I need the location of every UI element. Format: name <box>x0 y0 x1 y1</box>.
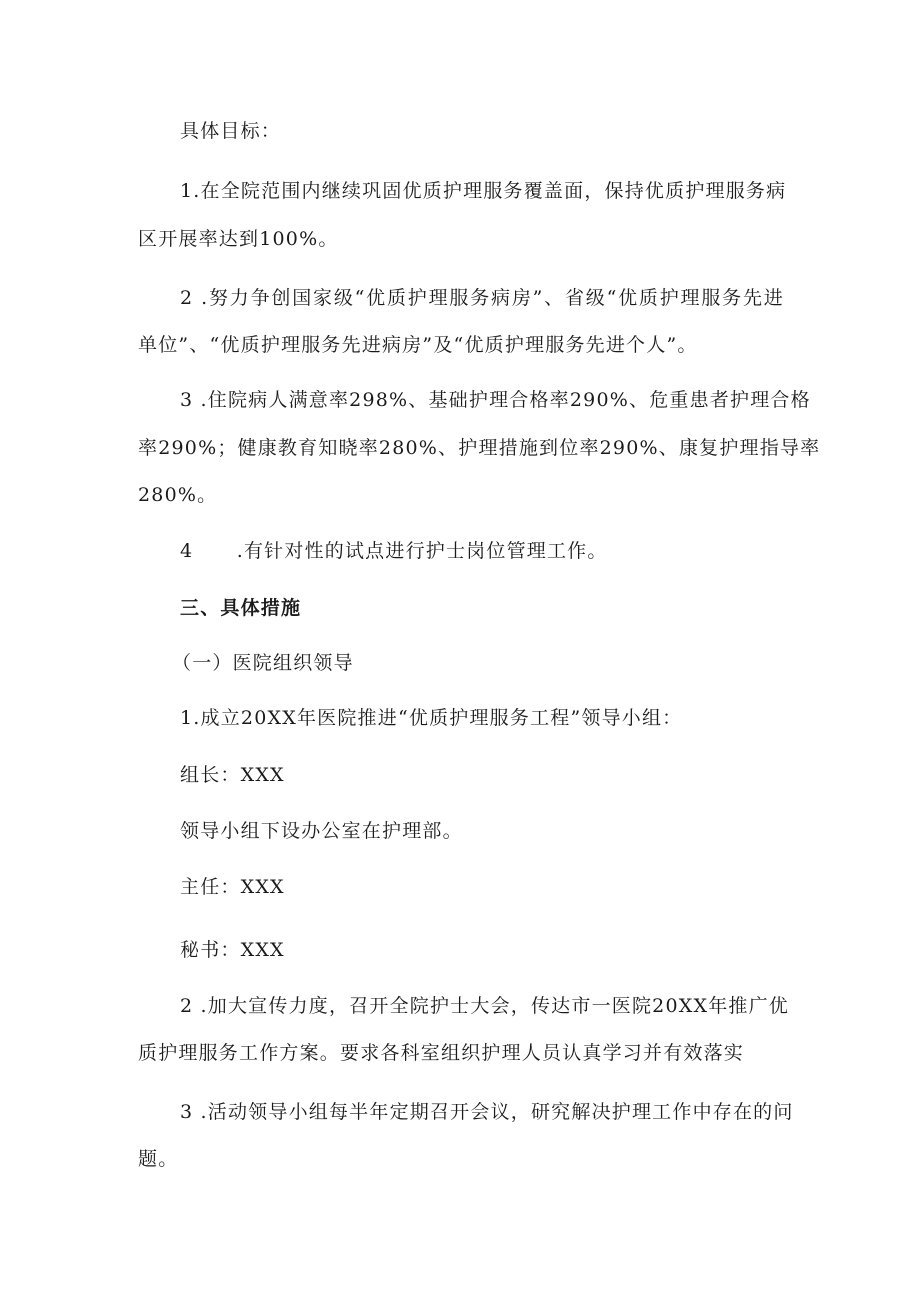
goal-4-line: 4 .有针对性的试点进行护士岗位管理工作。 <box>180 540 608 562</box>
goal-1-line-1: 1.在全院范围内继续巩固优质护理服务覆盖面，保持优质护理服务病 <box>180 180 787 202</box>
goal-2-line-1: 2 .努力争创国家级“优质护理服务病房”、省级“优质护理服务先进 <box>180 287 784 309</box>
measure-1-line: 1.成立20XX年医院推进“优质护理服务工程”领导小组： <box>180 707 683 729</box>
director-line: 主任：XXX <box>180 876 285 898</box>
secretary-line: 秘书：XXX <box>180 939 285 961</box>
section-3-heading: 三、具体措施 <box>180 597 302 619</box>
measure-3-line-1: 3 .活动领导小组每半年定期召开会议，研究解决护理工作中存在的问 <box>180 1101 794 1123</box>
office-line: 领导小组下设办公室在护理部。 <box>180 820 463 842</box>
group-leader-line: 组长：XXX <box>180 764 285 786</box>
goal-3-line-1: 3 .住院病人满意率298%、基础护理合格率290%、危重患者护理合格 <box>180 389 811 411</box>
measure-3-line-2: 题。 <box>138 1148 179 1170</box>
goal-1-line-2: 区开展率达到100%。 <box>138 228 339 250</box>
goal-3-line-3: 280%。 <box>138 484 218 506</box>
measure-2-line-1: 2 .加大宣传力度，召开全院护士大会，传达市一医院20XX年推广优 <box>180 995 789 1017</box>
measure-2-line-2: 质护理服务工作方案。要求各科室组织护理人员认真学习并有效落实 <box>138 1042 745 1064</box>
goal-2-line-2: 单位”、“优质护理服务先进病房”及“优质护理服务先进个人”。 <box>138 334 698 356</box>
goals-heading: 具体目标： <box>180 120 282 142</box>
subsection-1-heading: （一）医院组织领导 <box>172 652 354 674</box>
goal-3-line-2: 率290%；健康教育知晓率280%、护理措施到位率290%、康复护理指导率 <box>138 437 821 459</box>
